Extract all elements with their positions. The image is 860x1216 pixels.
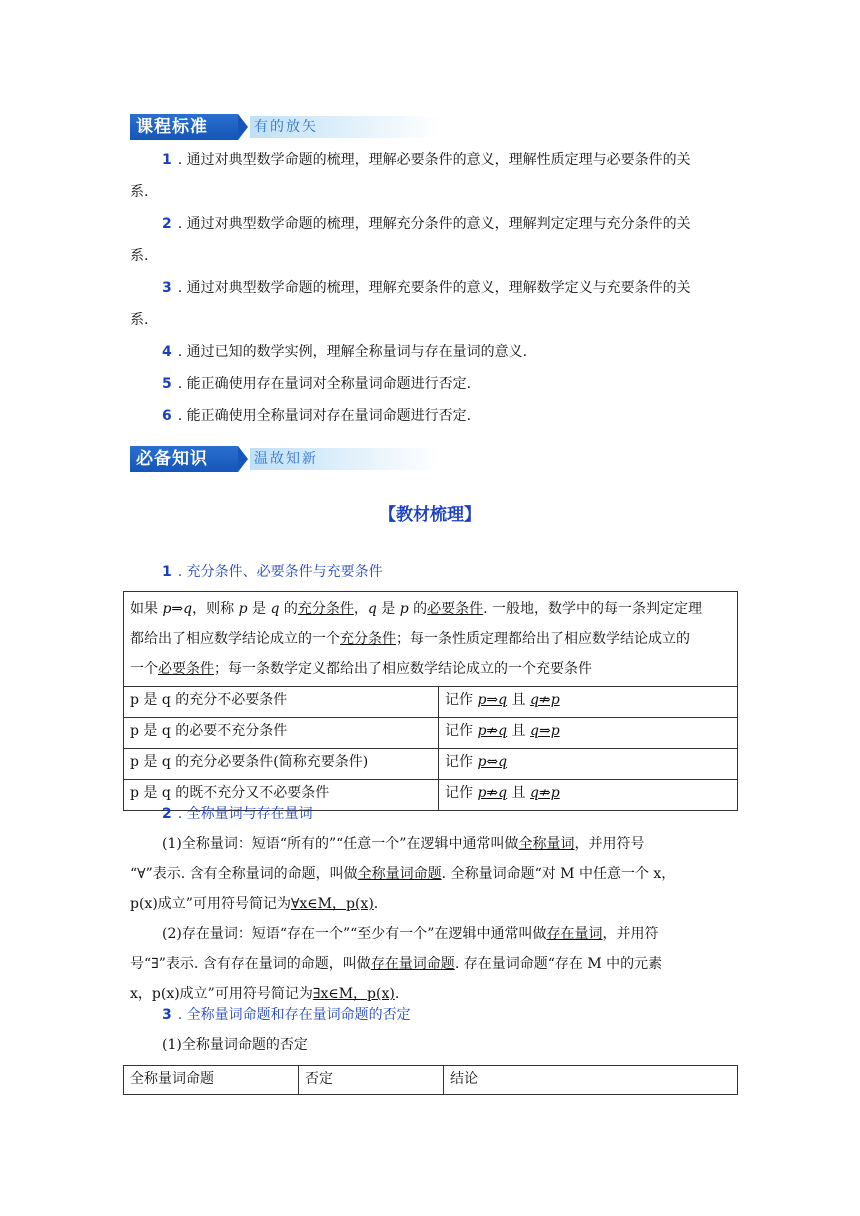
row-right: 记作 p⇔q [439, 749, 738, 780]
standards-list [130, 144, 730, 432]
conditions-table [123, 591, 738, 811]
s3-block [130, 1000, 730, 1060]
column-header: 结论 [444, 1066, 738, 1095]
table-row [124, 749, 738, 780]
standard-item: 1 . 通过对典型数学命题的梳理，理解必要条件的意义，理解性质定理与必要条件的关 [162, 152, 691, 168]
banner-subtitle: 温故知新 [254, 451, 318, 467]
negation-table [123, 1065, 738, 1095]
row-left: p 是 q 的充分必要条件(简称充要条件) [124, 749, 439, 780]
banner-arrow [238, 114, 248, 140]
s2-para1-line1: (1)全称量词：短语“所有的”“任意一个”在逻辑中通常叫做全称量词，并用符号 [162, 836, 645, 852]
s3-subheading: (1)全称量词命题的否定 [162, 1037, 308, 1053]
row-left: p 是 q 的必要不充分条件 [124, 718, 439, 749]
conditions-intro-cell: 如果 p⇒q，则称 p 是 q 的充分条件，q 是 p 的必要条件. 一般地，数学中的每一条判定定理 都给出了相应数学结论成立的一个充分条件；每一条性质定理都给出了相应数学结论成立的 一个必要条件；每一条数学定义都给出了相应数学结论成立的一个充要条件 [124, 592, 738, 687]
s2-para2-line3: x，p(x)成立”可用符号简记为∃x∈M，p(x). [130, 986, 400, 1002]
standard-item-cont: 系. [130, 248, 149, 264]
s3-heading: 3 . 全称量词命题和存在量词命题的否定 [162, 1007, 411, 1023]
standard-item: 4 . 通过已知的数学实例，理解全称量词与存在量词的意义. [162, 344, 528, 360]
standard-item: 5 . 能正确使用存在量词对全称量词命题进行否定. [162, 376, 472, 392]
table-row [124, 718, 738, 749]
s2-heading: 2 . 全称量词与存在量词 [162, 806, 313, 822]
s1-heading: 1 . 充分条件、必要条件与充要条件 [162, 564, 383, 580]
banner-arrow [238, 446, 248, 472]
table-row [124, 687, 738, 718]
s2-para1-line3: p(x)成立”可用符号简记为∀x∈M，p(x). [130, 896, 379, 912]
standard-item: 2 . 通过对典型数学命题的梳理，理解充分条件的意义，理解判定定理与充分条件的关 [162, 216, 691, 232]
banner-subtitle: 有的放矢 [254, 119, 318, 135]
s2-para1-line2: “∀”表示. 含有全称量词的命题，叫做全称量词命题. 全称量词命题“对 M 中任意一个 x， [130, 866, 676, 882]
section-banner-standards [130, 114, 440, 140]
row-left: p 是 q 的既不充分又不必要条件 [124, 780, 439, 811]
section-title: 【教材梳理】 [379, 505, 481, 525]
row-right: 记作 p⇒q 且 q⇏p [439, 687, 738, 718]
s2-para2-line1: (2)存在量词：短语“存在一个”“至少有一个”在逻辑中通常叫做存在量词，并用符 [162, 926, 659, 942]
s2-block [130, 799, 730, 1009]
s2-para2-line2: 号“∃”表示. 含有存在量词的命题，叫做存在量词命题. 存在量词命题“存在 M 中的元素 [130, 956, 663, 972]
section-banner-knowledge [130, 446, 440, 472]
column-header: 全称量词命题 [124, 1066, 299, 1095]
banner-title: 课程标准 [130, 114, 238, 140]
standard-item: 6 . 能正确使用全称量词对存在量词命题进行否定. [162, 408, 472, 424]
row-right: 记作 p⇏q 且 q⇏p [439, 780, 738, 811]
row-right: 记作 p⇏q 且 q⇒p [439, 718, 738, 749]
standard-item: 3 . 通过对典型数学命题的梳理，理解充要条件的意义，理解数学定义与充要条件的关 [162, 280, 691, 296]
standard-item-cont: 系. [130, 312, 149, 328]
standard-item-cont: 系. [130, 184, 149, 200]
banner-title: 必备知识 [130, 446, 238, 472]
table-header-row [124, 1066, 738, 1095]
row-left: p 是 q 的充分不必要条件 [124, 687, 439, 718]
column-header: 否定 [299, 1066, 444, 1095]
